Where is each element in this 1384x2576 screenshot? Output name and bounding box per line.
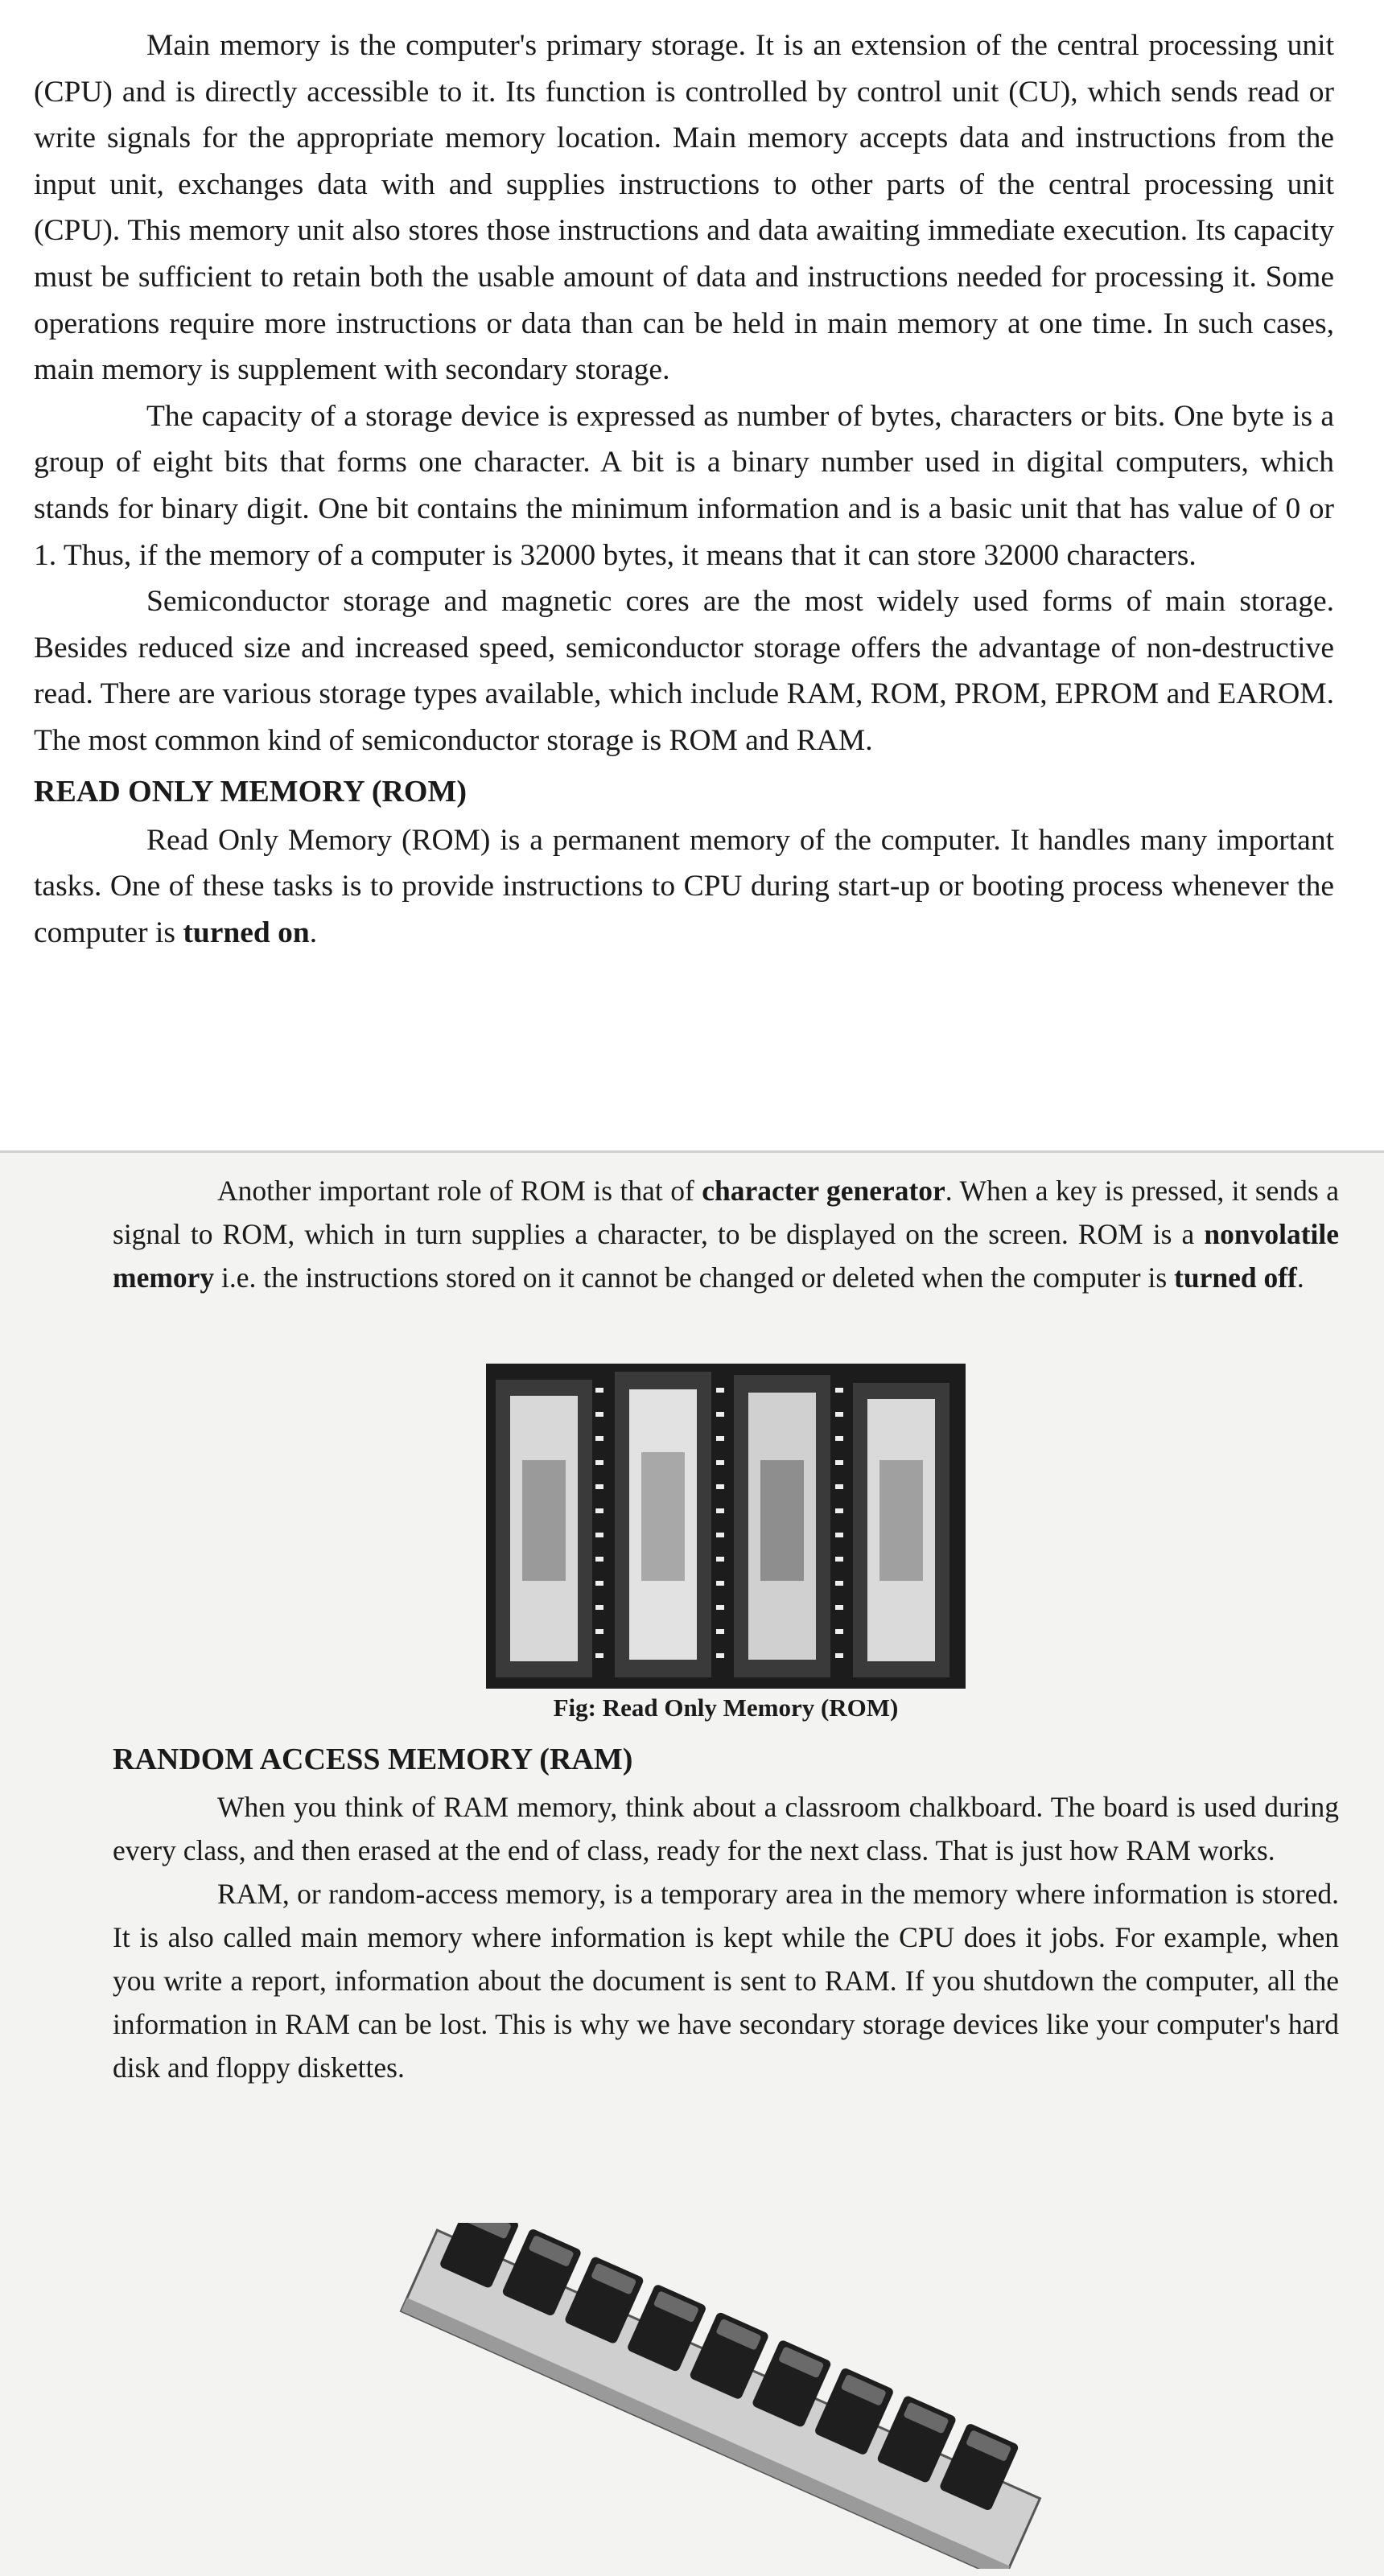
top-text-block — [34, 23, 1334, 956]
cg-text-e: i.e. the instructions stored on it cannot be changed or deleted when the computer is — [214, 1261, 1175, 1294]
paragraph-semiconductor: Semiconductor storage and magnetic cores are the most widely used forms of main storage. Besides reduced size and increased speed, semiconductor storage offers the advantage of non-destructive read. There are various storage types available, which include RAM, ROM, PROM, EPROM and EAROM. The most common kind of semiconductor storage is ROM and RAM. — [34, 585, 1334, 757]
rom-chips-photo-icon — [486, 1364, 966, 1689]
paragraph-character-generator — [113, 1169, 1339, 1299]
rom-chip-3 — [734, 1375, 830, 1677]
cg-text-g: . — [1296, 1261, 1304, 1294]
page-top-scan — [0, 0, 1384, 1150]
paragraph-ram-definition: RAM, or random-access memory, is a temporary area in the memory where information is stored. It is also called main memory where information is kept while the CPU does it jobs. For example, when you write a report, information about the document is sent to RAM. If you shutdown the computer, all the information in RAM can be lost. This is why we have secondary storage devices like your computer's hard disk and floppy diskettes. — [113, 1878, 1339, 2084]
rom-figure-caption: Fig: Read Only Memory (ROM) — [553, 1693, 899, 1722]
ram-heading: RANDOM ACCESS MEMORY (RAM) — [113, 1743, 633, 1776]
rom-heading: READ ONLY MEMORY (ROM) — [34, 774, 468, 809]
paragraph-storage-capacity: The capacity of a storage device is expressed as number of bytes, characters or bits. One byte is a group of eight bits that forms one character. A bit is a binary number used in digital computers, which stands for binary digit. One bit contains the minimum information and is a basic unit that has value of 0 or 1. Thus, if the memory of a computer is 32000 bytes, it means that it can store 32000 characters. — [34, 399, 1334, 572]
cg-bold-turned-off: turned off — [1174, 1261, 1297, 1294]
cg-bold-nonvolatile: nonvolatile memory — [113, 1218, 1339, 1294]
rom-chip-1 — [496, 1380, 592, 1677]
cg-text-c: . When a key is pressed, it sends a signal to ROM, which in turn supplies a character, to be displayed on the screen. ROM is a — [113, 1175, 1339, 1250]
rom-intro-end: . — [309, 916, 318, 949]
ram-text-block — [113, 1732, 1339, 2089]
cg-bold-character-generator: character generator — [702, 1175, 945, 1207]
paragraph-main-memory: Main memory is the computer's primary storage. It is an extension of the central processing unit (CPU) and is directly accessible to it. Its function is controlled by control unit (CU), which sends read or write signals for the appropriate memory location. Main memory accepts data and instructions from the input unit, exchanges data with and supplies instructions to other parts of the central processing unit (CPU). This memory unit also stores those instructions and data awaiting immediate execution. Its capacity must be sufficient to retain both the usable amount of data and instructions needed for processing it. Some operations require more instructions or data than can be held in main memory at one time. In such cases, main memory is supplement with secondary storage. — [34, 29, 1334, 387]
ram-module-photo-icon — [378, 2223, 1062, 2569]
paragraph-ram-chalkboard: When you think of RAM memory, think about a classroom chalkboard. The board is used during every class, and then erased at the end of class, ready for the next class. That is just how RAM works. — [113, 1791, 1339, 1866]
page-bottom-scan — [0, 1153, 1384, 2576]
rom-intro-text: Read Only Memory (ROM) is a permanent memory of the computer. It handles many important tasks. One of these tasks is to provide instructions to CPU during start-up or booting process whenever the computer is — [34, 823, 1334, 949]
rom-intro-bold: turned on — [183, 916, 310, 949]
rom-chip-2 — [615, 1372, 711, 1677]
rom-chip-4 — [853, 1383, 949, 1677]
bottom-text-block — [113, 1169, 1339, 1299]
paragraph-rom-intro — [34, 817, 1334, 957]
cg-text-a: Another important role of ROM is that of — [217, 1175, 702, 1207]
ram-board — [402, 2230, 1040, 2569]
